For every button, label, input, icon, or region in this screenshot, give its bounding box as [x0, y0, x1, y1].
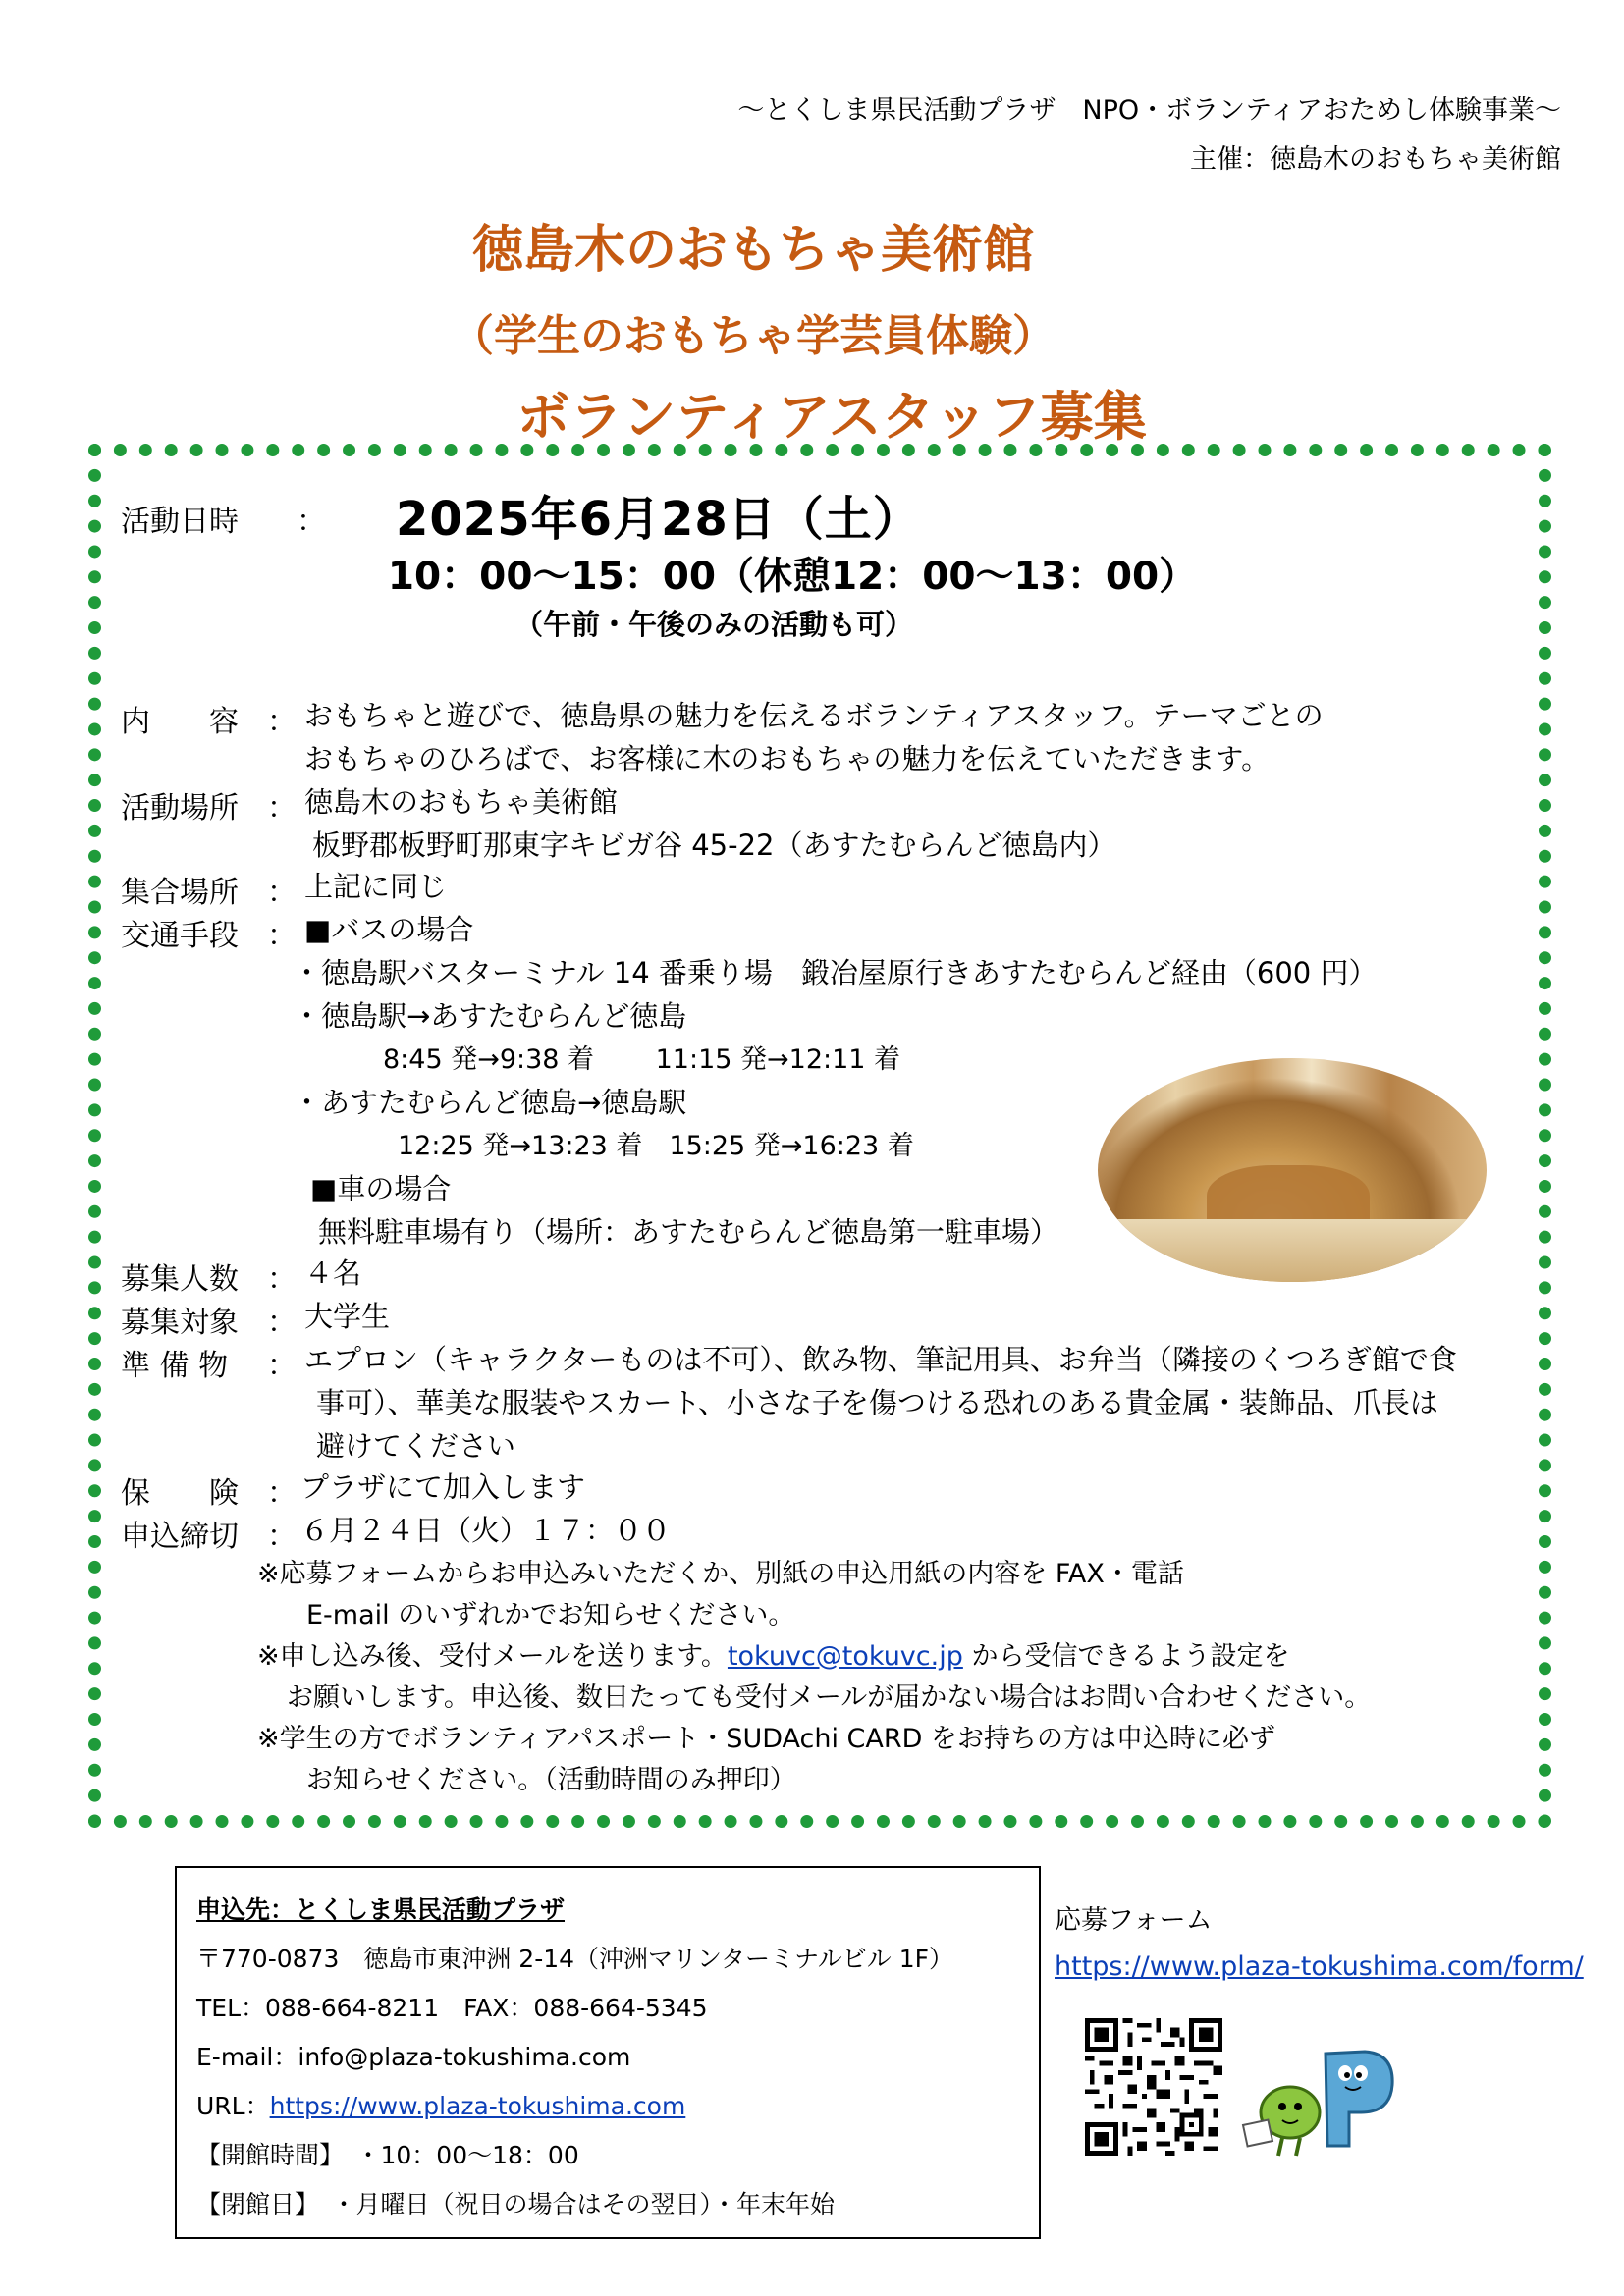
note-line-2: E-mail のいずれかでお知らせください。	[306, 1600, 795, 1630]
colon: ：	[267, 791, 297, 826]
application-form-link[interactable]: https://www.plaza-tokushima.com/form/	[1055, 1951, 1584, 1982]
prep-text-3: 避けてください	[316, 1429, 516, 1463]
project-line: ～とくしま県民活動プラザ NPO・ボランティアおためし体験事業～	[737, 95, 1561, 126]
meet-label: 集合場所	[121, 876, 239, 910]
deadline-label: 申込締切	[121, 1520, 239, 1554]
place-label: 活動場所	[121, 791, 239, 826]
place-text-1: 徳島木のおもちゃ美術館	[304, 785, 619, 819]
colon: ：	[267, 1476, 297, 1511]
bus-line-1: ・徳島駅バスターミナル 14 番乗り場 鍛冶屋原行きあすたむらんど経由（600 円）	[293, 956, 1378, 989]
count-label: 募集人数	[121, 1262, 239, 1297]
transport-label: 交通手段	[121, 919, 239, 953]
bus-line-2: ・徳島駅→あすたむらんど徳島	[293, 999, 687, 1033]
organizer-line: 主催：徳島木のおもちゃ美術館	[1190, 144, 1561, 175]
title-subtitle: （学生のおもちゃ学芸員体験）	[451, 311, 1056, 361]
note-line-4: お願いします。申込後、数日たっても受付メールが届かない場合はお問い合わせください。	[287, 1682, 1372, 1713]
application-form-qr-code[interactable]	[1085, 2018, 1222, 2156]
car-line-1: 無料駐車場有り（場所：あすたむらんど徳島第一駐車場）	[318, 1215, 1059, 1249]
colon: ：	[267, 1306, 297, 1340]
colon: ：	[267, 705, 297, 739]
count-text: ４名	[304, 1256, 362, 1290]
title-recruit: ボランティアスタッフ募集	[516, 386, 1147, 448]
title-museum: 徳島木のおもちゃ美術館	[471, 221, 1034, 280]
note-line-6: お知らせください。（活動時間のみ押印）	[306, 1765, 796, 1795]
activity-date: 2025年6月28日（土）	[396, 492, 921, 547]
deadline-text: ６月２４日（火）１７：００	[300, 1514, 672, 1547]
bus-line-4: ・あすたむらんど徳島→徳島駅	[293, 1086, 687, 1119]
note-line-3-tail: から受信できるよう設定を	[962, 1641, 1290, 1672]
activity-time-note: （午前・午後のみの活動も可）	[514, 608, 913, 641]
schedule-label: 活動日時	[121, 505, 239, 539]
target-text: 大学生	[304, 1300, 391, 1333]
colon: ：	[267, 1520, 297, 1554]
activity-time: 10：00～15：00（休憩12：00～13：00）	[387, 555, 1198, 599]
schedule-colon: ：	[297, 505, 326, 539]
contact-closed: 【閉館日】 ・月曜日（祝日の場合はその翌日）・年末年始	[196, 2190, 836, 2218]
plaza-website-link[interactable]: https://www.plaza-tokushima.com	[269, 2092, 686, 2120]
content-text-2: おもちゃのひろばで、お客様に木のおもちゃの魅力を伝えていただきます。	[304, 742, 1271, 775]
colon: ：	[267, 1349, 297, 1383]
colon: ：	[267, 919, 297, 953]
contact-hours: 【開館時間】 ・10：00～18：00	[196, 2141, 579, 2169]
note-line-3	[257, 1635, 1289, 1678]
contact-heading: 申込先：とくしま県民活動プラザ	[196, 1896, 566, 1924]
contact-url-label: URL：	[196, 2092, 270, 2120]
insurance-text: プラザにて加入します	[300, 1470, 586, 1504]
contact-address: 〒770-0873 徳島市東沖洲 2-14（沖洲マリンターミナルビル 1F）	[196, 1945, 954, 1973]
form-label: 応募フォーム	[1055, 1905, 1213, 1936]
colon: ：	[267, 876, 297, 910]
plaza-mascot-illustration	[1239, 2044, 1406, 2162]
colon: ：	[267, 1262, 297, 1297]
place-text-2: 板野郡板野町那東字キビガ谷 45-22（あすたむらんど徳島内）	[312, 828, 1116, 862]
bus-line-3: 8:45 発→9:38 着 11:15 発→12:11 着	[383, 1044, 901, 1075]
note-line-5: ※学生の方でボランティアパスポート・SUDAchi CARD をお持ちの方は申込時に必ず	[257, 1724, 1276, 1754]
prep-label: 準 備 物	[121, 1349, 229, 1383]
content-label: 内 容	[121, 705, 239, 739]
prep-text-2: 事可）、華美な服装やスカート、小さな子を傷つける恐れのある貴金属・装飾品、爪長は	[316, 1386, 1438, 1419]
target-label: 募集対象	[121, 1306, 239, 1340]
museum-interior-photo	[1098, 1058, 1487, 1282]
insurance-label: 保 険	[121, 1476, 239, 1511]
receipt-email-link[interactable]: tokuvc@tokuvc.jp	[727, 1641, 963, 1672]
contact-email: E-mail：info@plaza-tokushima.com	[196, 2043, 631, 2071]
prep-text-1: エプロン（キャラクターものは不可）、飲み物、筆記用具、お弁当（隣接のくつろぎ館で食	[304, 1343, 1457, 1376]
note-line-1: ※応募フォームからお申込みいただくか、別紙の申込用紙の内容を FAX・電話	[257, 1559, 1184, 1589]
car-heading: ■車の場合	[310, 1172, 452, 1205]
bus-line-5: 12:25 発→13:23 着 15:25 発→16:23 着	[398, 1131, 914, 1161]
contact-url-line	[196, 2087, 685, 2122]
meet-text: 上記に同じ	[304, 870, 448, 903]
bus-heading: ■バスの場合	[304, 913, 474, 946]
content-text-1: おもちゃと遊びで、徳島県の魅力を伝えるボランティアスタッフ。テーマごとの	[304, 699, 1324, 732]
note-line-3-text: ※申し込み後、受付メールを送ります。	[257, 1641, 728, 1672]
contact-tel-fax: TEL：088-664-8211 FAX：088-664-5345	[196, 1994, 708, 2022]
